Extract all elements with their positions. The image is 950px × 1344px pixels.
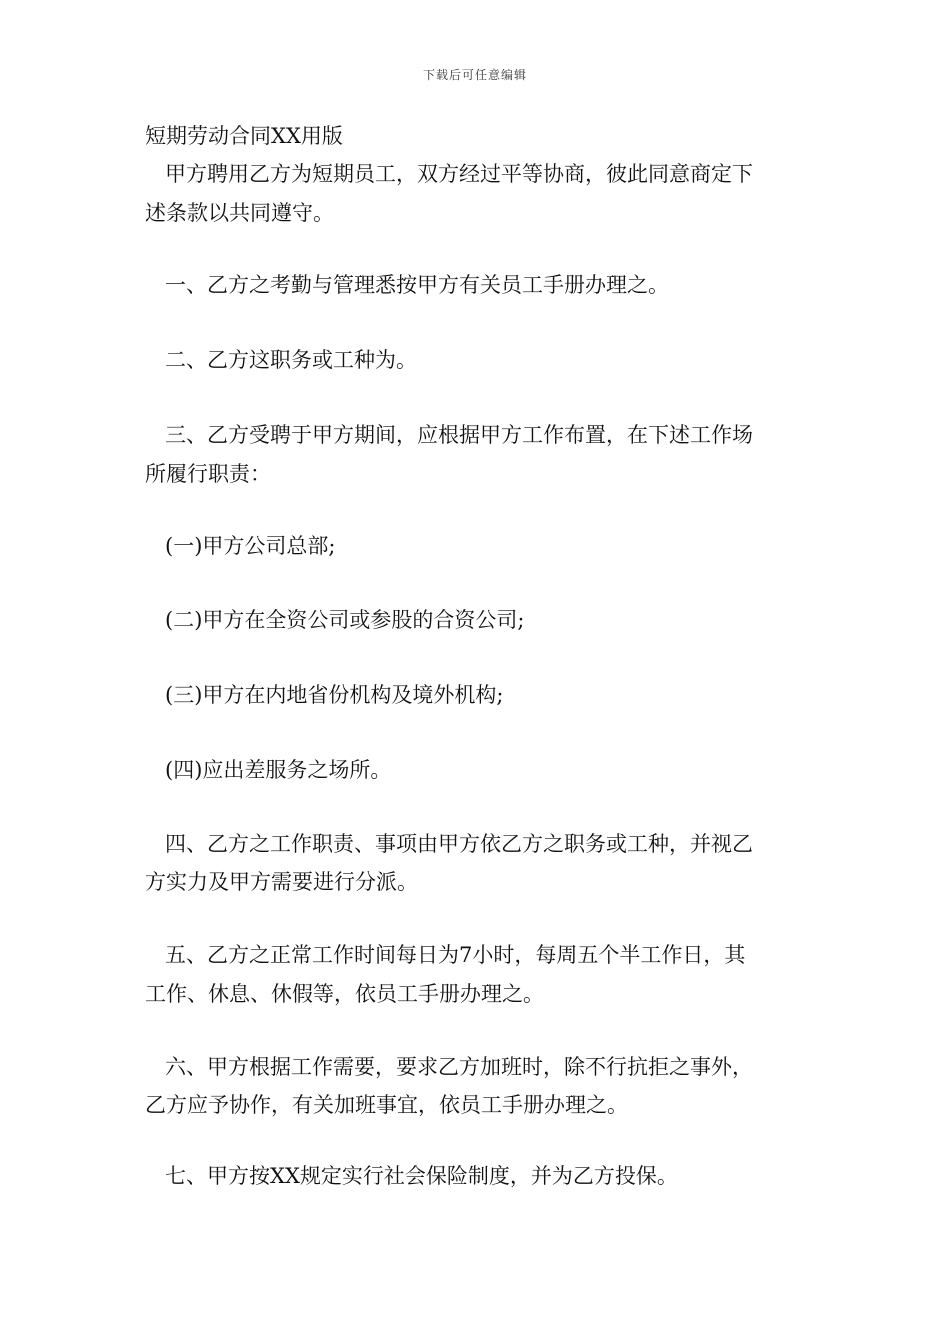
paragraph-line: 乙方应予协作，有关加班事宜，依员工手册办理之。 [145, 1093, 628, 1117]
paragraph-line: 方实力及甲方需要进行分派。 [145, 870, 418, 894]
paragraph-line: 二、乙方这职务或工种为。 [165, 348, 417, 372]
paragraph-line: 七、甲方按XX规定实行社会保险制度，并为乙方投保。 [165, 1164, 678, 1188]
document-title: 短期劳动合同XX用版 [145, 124, 343, 148]
paragraph-line: 甲方聘用乙方为短期员工，双方经过平等协商，彼此同意商定下 [165, 162, 753, 186]
paragraph-line: 六、甲方根据工作需要，要求乙方加班时，除不行抗拒之事外， [165, 1055, 753, 1079]
list-item: (四)应出差服务之场所。 [165, 758, 392, 782]
paragraph-line: 三、乙方受聘于甲方期间，应根据甲方工作布置，在下述工作场 [165, 423, 753, 447]
list-item: (一)甲方公司总部; [165, 534, 336, 558]
list-item: (三)甲方在内地省份机构及境外机构; [165, 683, 504, 707]
paragraph-line: 工作、休息、休假等，依员工手册办理之。 [145, 982, 544, 1006]
paragraph-line: 一、乙方之考勤与管理悉按甲方有关员工手册办理之。 [165, 273, 669, 297]
paragraph-line: 述条款以共同遵守。 [145, 201, 334, 225]
list-item: (二)甲方在全资公司或参股的合资公司; [165, 608, 525, 632]
paragraph-line: 五、乙方之正常工作时间每日为7小时，每周五个半工作日，其 [165, 943, 746, 967]
header-note: 下载后可任意编辑 [422, 68, 527, 82]
paragraph-line: 四、乙方之工作职责、事项由甲方依乙方之职务或工种，并视乙 [165, 832, 753, 856]
paragraph-line: 所履行职责： [145, 462, 271, 486]
